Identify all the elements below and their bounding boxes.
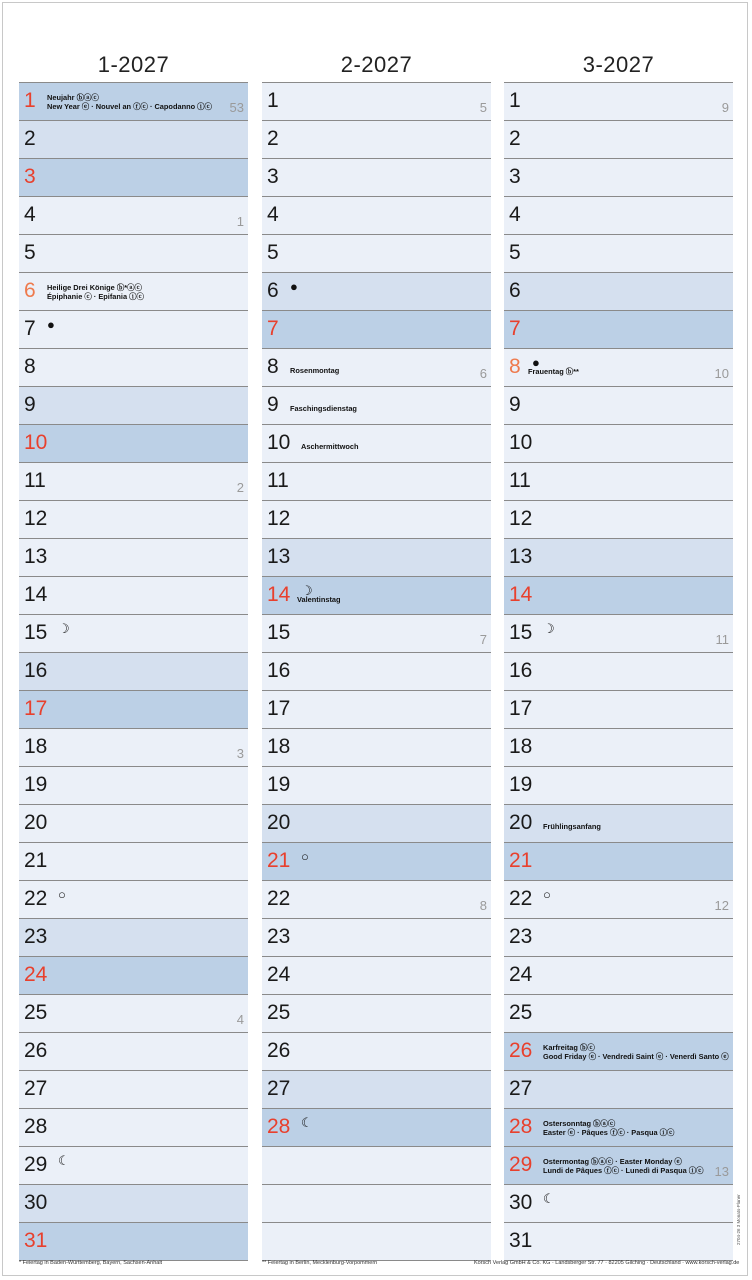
day-row xyxy=(504,83,733,121)
holiday-note xyxy=(528,367,579,376)
moon-phase-icon: ☾ xyxy=(543,1191,555,1206)
day-number: 21 xyxy=(509,849,533,872)
day-number: 5 xyxy=(267,241,279,264)
day-number: 24 xyxy=(509,963,533,986)
publisher-imprint: Korsch Verlag GmbH & Co. KG · Landsberger Str. 77 · 82205 Gilching · Deutschland · www.korsch-verlag.de xyxy=(474,1260,740,1266)
holiday-note-line: Lundi de Pâques ⓕⓒ · Lunedì di Pasqua ⓘⓒ xyxy=(543,1166,704,1175)
day-number: 27 xyxy=(267,1077,291,1100)
moon-phase-icon: ○ xyxy=(543,887,551,902)
week-number: 3 xyxy=(236,746,244,761)
day-number: 5 xyxy=(509,241,521,264)
day-row xyxy=(504,1223,733,1261)
day-row xyxy=(19,121,248,159)
day-row xyxy=(504,425,733,463)
day-row xyxy=(504,995,733,1033)
day-number: 25 xyxy=(509,1001,533,1024)
moon-phase-icon: ☾ xyxy=(58,1153,70,1168)
day-number: 30 xyxy=(24,1191,48,1214)
day-row xyxy=(19,1185,248,1223)
day-number: 1 xyxy=(267,89,279,112)
day-number: 17 xyxy=(24,697,48,720)
day-row xyxy=(262,767,491,805)
day-row xyxy=(504,1109,733,1147)
day-row xyxy=(19,463,248,501)
day-list xyxy=(19,82,248,1261)
day-number: 13 xyxy=(24,545,48,568)
day-number: 30 xyxy=(509,1191,533,1214)
day-number: 4 xyxy=(24,203,36,226)
day-row xyxy=(262,463,491,501)
day-row xyxy=(504,1185,733,1223)
holiday-note-line: Karfreitag ⓑⓒ xyxy=(543,1043,595,1052)
week-number: 13 xyxy=(714,1164,729,1179)
day-row xyxy=(19,691,248,729)
day-row xyxy=(262,691,491,729)
week-number: 11 xyxy=(715,632,729,647)
holiday-note-line: Easter ⓔ · Pâques ⓕⓒ · Pasqua ⓘⓒ xyxy=(543,1128,675,1137)
holiday-note-line: Good Friday ⓔ · Vendredi Saint ⓔ · Venerdì Santo ⓔ xyxy=(543,1052,729,1061)
day-number: 12 xyxy=(24,507,48,530)
day-number: 23 xyxy=(267,925,291,948)
day-number: 9 xyxy=(267,393,279,416)
day-number: 15 xyxy=(509,621,533,644)
day-number: 2 xyxy=(267,127,279,150)
moon-phase-icon: ☾ xyxy=(301,1115,313,1130)
week-number: 12 xyxy=(714,898,729,913)
day-number: 4 xyxy=(509,203,521,226)
day-row xyxy=(262,501,491,539)
day-row xyxy=(504,273,733,311)
day-row xyxy=(19,843,248,881)
day-number: 5 xyxy=(24,241,36,264)
day-row xyxy=(262,957,491,995)
day-number: 12 xyxy=(509,507,533,530)
week-number: 6 xyxy=(479,366,487,381)
holiday-note-line: Rosenmontag xyxy=(290,366,340,375)
day-row xyxy=(262,425,491,463)
day-number: 10 xyxy=(509,431,533,454)
day-number: 18 xyxy=(267,735,291,758)
day-row xyxy=(262,539,491,577)
holiday-note xyxy=(543,822,601,831)
holiday-note xyxy=(543,1043,729,1061)
day-number: 17 xyxy=(509,697,533,720)
day-row xyxy=(262,349,491,387)
moon-phase-icon: ☽ xyxy=(301,583,313,598)
day-number: 2 xyxy=(509,127,521,150)
day-number: 22 xyxy=(24,887,48,910)
day-list xyxy=(504,82,733,1261)
holiday-note xyxy=(543,1119,674,1137)
moon-phase-icon: ☽ xyxy=(543,621,555,636)
day-number: 16 xyxy=(24,659,48,682)
day-row xyxy=(19,197,248,235)
moon-phase-icon: ● xyxy=(290,279,298,294)
day-number: 11 xyxy=(267,469,289,492)
week-number: 8 xyxy=(479,898,487,913)
day-number: 13 xyxy=(509,545,533,568)
day-number: 7 xyxy=(267,317,279,340)
day-number: 16 xyxy=(267,659,291,682)
day-number: 20 xyxy=(267,811,291,834)
day-row xyxy=(19,995,248,1033)
day-row xyxy=(504,311,733,349)
holiday-note-line: Frauentag ⓑ** xyxy=(528,367,579,376)
day-number: 25 xyxy=(267,1001,291,1024)
day-row xyxy=(19,349,248,387)
moon-phase-icon: ○ xyxy=(301,849,309,864)
day-number: 10 xyxy=(24,431,48,454)
day-number: 3 xyxy=(267,165,279,188)
day-row xyxy=(504,197,733,235)
day-row xyxy=(262,805,491,843)
day-row xyxy=(262,235,491,273)
day-number: 15 xyxy=(267,621,291,644)
day-number: 20 xyxy=(509,811,533,834)
day-row xyxy=(262,121,491,159)
day-row xyxy=(19,1071,248,1109)
day-number: 2 xyxy=(24,127,36,150)
day-row xyxy=(19,957,248,995)
day-row xyxy=(262,273,491,311)
day-row xyxy=(504,653,733,691)
day-number: 29 xyxy=(24,1153,48,1176)
day-row xyxy=(504,1147,733,1185)
moon-phase-icon: ☽ xyxy=(58,621,70,636)
day-row xyxy=(504,235,733,273)
holiday-note xyxy=(47,283,144,301)
day-row xyxy=(504,691,733,729)
day-row xyxy=(19,615,248,653)
day-row xyxy=(19,881,248,919)
day-number: 8 xyxy=(24,355,36,378)
day-number: 15 xyxy=(24,621,48,644)
day-row xyxy=(19,501,248,539)
day-number: 19 xyxy=(509,773,533,796)
day-number: 22 xyxy=(509,887,533,910)
day-row xyxy=(262,197,491,235)
day-row xyxy=(504,539,733,577)
day-number: 26 xyxy=(509,1039,533,1062)
week-number: 9 xyxy=(721,100,729,115)
day-row xyxy=(504,1033,733,1071)
day-number: 22 xyxy=(267,887,291,910)
day-number: 14 xyxy=(509,583,533,606)
day-number: 31 xyxy=(24,1229,48,1252)
day-row xyxy=(504,121,733,159)
day-row xyxy=(19,425,248,463)
day-number: 31 xyxy=(509,1229,533,1252)
day-row xyxy=(504,881,733,919)
day-number: 16 xyxy=(509,659,533,682)
day-number: 26 xyxy=(24,1039,48,1062)
day-row xyxy=(504,767,733,805)
day-number: 17 xyxy=(267,697,291,720)
holiday-note-line: Valentinstag xyxy=(297,595,341,604)
day-row xyxy=(19,311,248,349)
day-row xyxy=(19,1109,248,1147)
day-number: 24 xyxy=(267,963,291,986)
day-number: 25 xyxy=(24,1001,48,1024)
holiday-note-line: Ostermontag ⓑⓐⓒ · Easter Monday ⓔ xyxy=(543,1157,682,1166)
holiday-note xyxy=(297,595,341,604)
day-row xyxy=(262,995,491,1033)
month-column-february xyxy=(262,50,491,1261)
product-code: 2704-26 3 Monats-Planer xyxy=(736,1194,741,1245)
day-row xyxy=(19,539,248,577)
day-row xyxy=(19,159,248,197)
day-row xyxy=(504,387,733,425)
holiday-note-line: Heilige Drei Könige ⓑ*ⓐⓒ xyxy=(47,283,142,292)
holiday-note xyxy=(290,404,357,413)
day-row xyxy=(504,919,733,957)
empty-day-row xyxy=(262,1223,491,1261)
day-row xyxy=(19,1223,248,1261)
day-row xyxy=(19,1033,248,1071)
day-number: 23 xyxy=(24,925,48,948)
day-row xyxy=(262,387,491,425)
day-row xyxy=(19,729,248,767)
holiday-note xyxy=(290,366,339,375)
day-number: 18 xyxy=(509,735,533,758)
day-number: 14 xyxy=(267,583,291,606)
day-row xyxy=(504,805,733,843)
week-number: 4 xyxy=(236,1012,244,1027)
day-number: 14 xyxy=(24,583,48,606)
day-number: 9 xyxy=(509,393,521,416)
day-row xyxy=(19,83,248,121)
day-row xyxy=(504,463,733,501)
day-row xyxy=(262,1071,491,1109)
day-number: 11 xyxy=(24,469,46,492)
day-row xyxy=(262,729,491,767)
week-number: 7 xyxy=(479,632,487,647)
day-number: 3 xyxy=(509,165,521,188)
day-row xyxy=(19,805,248,843)
day-row xyxy=(504,615,733,653)
holiday-note-line: New Year ⓔ · Nouvel an ⓕⓒ · Capodanno ⓘⓒ xyxy=(47,102,212,111)
day-number: 28 xyxy=(267,1115,291,1138)
day-number: 29 xyxy=(509,1153,533,1176)
day-row xyxy=(19,387,248,425)
day-number: 27 xyxy=(24,1077,48,1100)
day-row xyxy=(262,83,491,121)
day-row xyxy=(19,653,248,691)
day-row xyxy=(19,273,248,311)
day-row xyxy=(19,1147,248,1185)
day-row xyxy=(504,349,733,387)
day-row xyxy=(504,1071,733,1109)
holiday-note-line: Aschermittwoch xyxy=(301,442,359,451)
holiday-note-line: Neujahr ⓑⓐⓒ xyxy=(47,93,99,102)
day-number: 6 xyxy=(267,279,279,302)
month-title: 1-2027 xyxy=(97,52,170,77)
month-column-march xyxy=(504,50,733,1261)
day-row xyxy=(262,1109,491,1147)
holiday-note-line: Faschingsdienstag xyxy=(290,404,357,413)
day-row xyxy=(19,919,248,957)
day-number: 21 xyxy=(267,849,291,872)
day-number: 19 xyxy=(267,773,291,796)
empty-day-row xyxy=(262,1147,491,1185)
holiday-note-line: Frühlingsanfang xyxy=(543,822,601,831)
day-number: 10 xyxy=(267,431,291,454)
day-number: 6 xyxy=(509,279,521,302)
holiday-note xyxy=(301,442,359,451)
day-row xyxy=(262,653,491,691)
day-row xyxy=(262,843,491,881)
moon-phase-icon: ○ xyxy=(58,887,66,902)
day-number: 11 xyxy=(509,469,531,492)
day-row xyxy=(262,1033,491,1071)
day-number: 9 xyxy=(24,393,36,416)
day-number: 6 xyxy=(24,279,36,302)
day-row xyxy=(262,881,491,919)
footnote-holidays-south: * Feiertag in Baden-Württemberg, Bayern, Sachsen-Anhalt xyxy=(19,1260,163,1266)
day-number: 1 xyxy=(24,89,36,112)
empty-day-row xyxy=(262,1185,491,1223)
day-number: 19 xyxy=(24,773,48,796)
day-number: 3 xyxy=(24,165,36,188)
week-number: 53 xyxy=(229,100,244,115)
day-row xyxy=(262,311,491,349)
day-row xyxy=(504,159,733,197)
day-number: 4 xyxy=(267,203,279,226)
moon-phase-icon: ● xyxy=(47,317,55,332)
week-number: 1 xyxy=(236,214,244,229)
day-number: 1 xyxy=(509,89,521,112)
day-number: 20 xyxy=(24,811,48,834)
day-row xyxy=(19,767,248,805)
holiday-note xyxy=(47,93,212,111)
day-number: 23 xyxy=(509,925,533,948)
day-number: 12 xyxy=(267,507,291,530)
day-list xyxy=(262,82,491,1261)
day-number: 28 xyxy=(24,1115,48,1138)
moon-phase-icon: ● xyxy=(532,355,540,370)
day-row xyxy=(19,577,248,615)
week-number: 2 xyxy=(236,480,244,495)
day-row xyxy=(262,615,491,653)
day-number: 8 xyxy=(267,355,279,378)
day-number: 28 xyxy=(509,1115,533,1138)
day-number: 27 xyxy=(509,1077,533,1100)
holiday-note-line: Ostersonntag ⓑⓐⓒ xyxy=(543,1119,616,1128)
week-number: 10 xyxy=(714,366,729,381)
day-number: 7 xyxy=(24,317,36,340)
day-number: 21 xyxy=(24,849,48,872)
month-title: 2-2027 xyxy=(340,52,413,77)
day-row xyxy=(504,729,733,767)
day-row xyxy=(504,843,733,881)
holiday-note-line: Épiphanie ⓒ · Epifania ⓘⓒ xyxy=(47,292,144,301)
holiday-note xyxy=(543,1157,704,1175)
day-number: 8 xyxy=(509,355,521,378)
day-row xyxy=(504,501,733,539)
day-row xyxy=(262,919,491,957)
day-number: 26 xyxy=(267,1039,291,1062)
month-title: 3-2027 xyxy=(582,52,655,77)
day-number: 24 xyxy=(24,963,48,986)
day-number: 7 xyxy=(509,317,521,340)
day-row xyxy=(504,957,733,995)
footnote-holidays-north: ** Feiertag in Berlin, Mecklenburg-Vorpommern xyxy=(262,1260,378,1266)
day-row xyxy=(19,235,248,273)
day-number: 13 xyxy=(267,545,291,568)
day-row xyxy=(504,577,733,615)
week-number: 5 xyxy=(479,100,487,115)
month-column-january xyxy=(19,50,248,1261)
day-row xyxy=(262,159,491,197)
day-number: 18 xyxy=(24,735,48,758)
day-row xyxy=(262,577,491,615)
